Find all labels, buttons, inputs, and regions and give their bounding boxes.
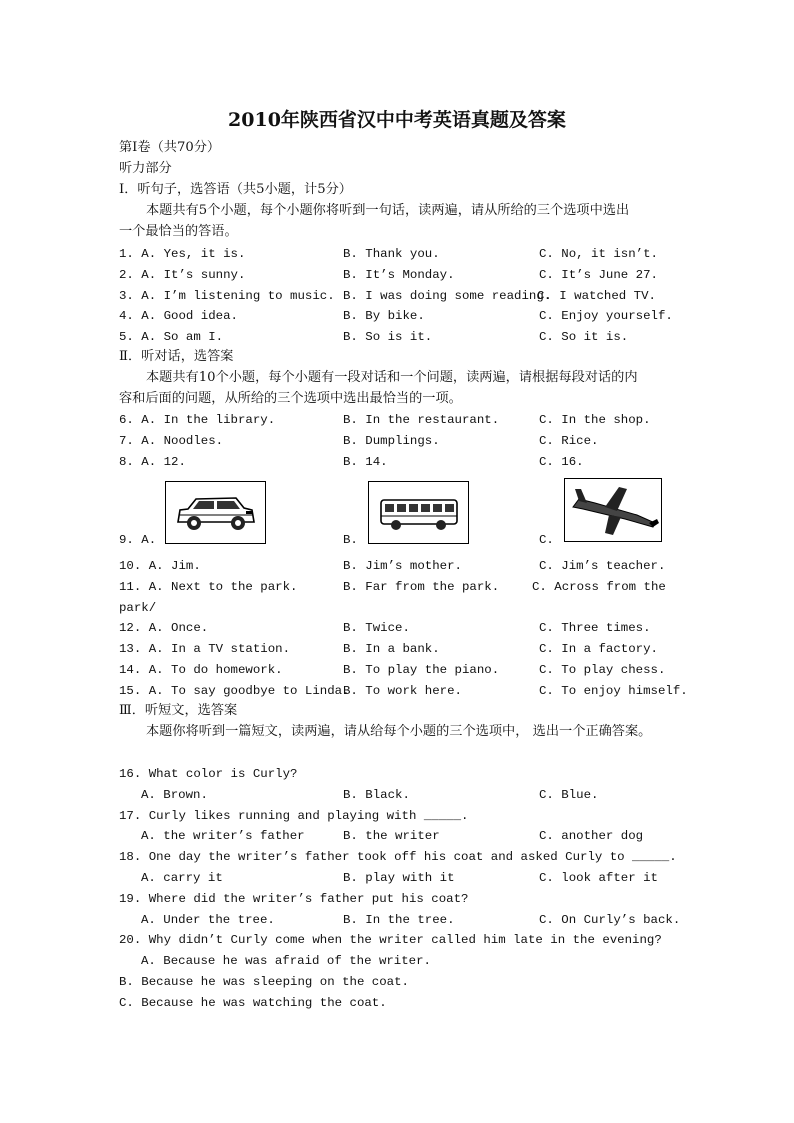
option-b: B. To work here. [343, 684, 462, 698]
option-c: C. another dog [539, 829, 644, 843]
question-row [119, 996, 679, 1014]
option-a: 12. A. Once. [119, 621, 209, 635]
option-b: B. Far from the park. [343, 580, 500, 594]
option-a: 10. A. Jim. [119, 559, 201, 573]
question-row [119, 871, 679, 889]
question-row [119, 330, 679, 348]
option-b: B. It’s Monday. [343, 268, 455, 282]
question-stem [119, 933, 679, 951]
question-row [119, 663, 679, 681]
question-text: 17. Curly likes running and playing with _____. [119, 809, 469, 823]
option-b: B. Because he was sleeping on the coat. [119, 975, 409, 989]
listening-heading: 听力部分 [119, 161, 172, 176]
option-b: B. the writer [343, 829, 440, 843]
question-row-continued [119, 601, 679, 619]
question-text: 16. What color is Curly? [119, 767, 298, 781]
option-c: C. On Curly’s back. [539, 913, 681, 927]
question-text: 18. One day the writer’s father took off his coat and asked Curly to _____. [119, 850, 677, 864]
option-c: C. Enjoy yourself. [539, 309, 673, 323]
question-row [119, 533, 679, 551]
option-c: C. I watched TV. [537, 289, 656, 303]
question-row [119, 289, 679, 307]
option-a: 15. A. To say goodbye to Linda. [119, 684, 350, 698]
option-c: C. No, it isn’t. [539, 247, 658, 261]
option-b: B. To play the piano. [343, 663, 500, 677]
question-stem [119, 892, 679, 910]
question-row [119, 309, 679, 327]
question-row [119, 247, 679, 265]
question-row [119, 413, 679, 431]
option-c: C. Because he was watching the coat. [119, 996, 387, 1010]
question-stem [119, 850, 679, 868]
part1-instructions-cont: 一个最恰当的答语。 [119, 224, 238, 239]
question-row [119, 434, 679, 452]
option-c: C. Three times. [539, 621, 651, 635]
option-c: C. look after it [539, 871, 658, 885]
option-b: B. play with it [343, 871, 455, 885]
option-a: 13. A. In a TV station. [119, 642, 291, 656]
question-row [119, 975, 679, 993]
option-c: C. It’s June 27. [539, 268, 658, 282]
option-a: A. carry it [141, 871, 223, 885]
option-a: 3. A. I’m listening to music. [119, 289, 335, 303]
option-b: B. Jim’s mother. [343, 559, 462, 573]
option-b: B. So is it. [343, 330, 433, 344]
option-a: A. Brown. [141, 788, 208, 802]
option-b: B. In a bank. [343, 642, 440, 656]
airplane-icon [565, 479, 661, 541]
part2-instructions-cont: 容和后面的问题，从所给的三个选项中选出最恰当的一项。 [119, 391, 462, 406]
option-c-continued: park/ [119, 601, 157, 615]
question-row [119, 954, 679, 972]
option-b: B. 14. [343, 455, 388, 469]
option-c: C. So it is. [539, 330, 629, 344]
page-title: 2010年陕西省汉中中考英语真题及答案 [228, 109, 566, 131]
question-row [119, 684, 688, 702]
option-a: A. Under the tree. [141, 913, 275, 927]
option-b: B. In the tree. [343, 913, 455, 927]
option-c: C. To play chess. [539, 663, 666, 677]
question-row [119, 642, 679, 660]
option-c: C. To enjoy himself. [539, 684, 688, 698]
option-c: C. Rice. [539, 434, 599, 448]
volume-heading: 第Ⅰ卷（共70分） [119, 140, 221, 155]
option-a: 14. A. To do homework. [119, 663, 283, 677]
question-row [119, 559, 679, 577]
option-a: A. Because he was afraid of the writer. [141, 954, 431, 968]
option-b: B. Black. [343, 788, 410, 802]
question-row [119, 829, 679, 847]
question-row [119, 455, 679, 473]
option-b: B. Thank you. [343, 247, 440, 261]
option-a: A. the writer’s father [141, 829, 305, 843]
option-c: C. In the shop. [539, 413, 651, 427]
option-c: C. Blue. [539, 788, 599, 802]
question-row [119, 621, 679, 639]
option-a: 4. A. Good idea. [119, 309, 238, 323]
option-c: C. 16. [539, 455, 584, 469]
option-b: B. By bike. [343, 309, 425, 323]
option-c: C. In a factory. [539, 642, 658, 656]
option-b: B. I was doing some reading. [343, 289, 552, 303]
question-row [119, 913, 679, 931]
question-row [119, 580, 679, 598]
question-row [119, 268, 679, 286]
option-a: 5. A. So am I. [119, 330, 224, 344]
part3-instructions: 本题你将听到一篇短文，读两遍，请从给每个小题的三个选项中， 选出一个正确答案。 [146, 724, 652, 739]
part2-instructions: 本题共有10个小题，每个小题有一段对话和一个问题，读两遍，请根据每段对话的内 [146, 370, 638, 385]
part1-instructions: 本题共有5个小题，每个小题你将听到一句话，读两遍，请从所给的三个选项中选出 [146, 203, 630, 218]
part2-heading: Ⅱ．听对话，选答案 [119, 349, 234, 364]
option-b: B. [343, 533, 358, 547]
option-a: 8. A. 12. [119, 455, 186, 469]
question-text: 20. Why didn’t Curly come when the writer called him late in the evening? [119, 933, 662, 947]
question-stem [119, 767, 679, 785]
option-b: B. Twice. [343, 621, 410, 635]
option-b: B. In the restaurant. [343, 413, 500, 427]
option-a: 6. A. In the library. [119, 413, 276, 427]
option-c: C. [539, 533, 554, 547]
option-a: 7. A. Noodles. [119, 434, 224, 448]
option-b: B. Dumplings. [343, 434, 440, 448]
option-c: C. Across from the [532, 580, 666, 594]
option-c: C. Jim’s teacher. [539, 559, 666, 573]
option-a: 2. A. It’s sunny. [119, 268, 246, 282]
question-text: 19. Where did the writer’s father put his coat? [119, 892, 469, 906]
question-stem [119, 809, 679, 827]
option-a: 9. A. [119, 533, 157, 547]
part1-heading: Ⅰ．听句子，选答语（共5小题，计5分） [119, 182, 352, 197]
question-row [119, 788, 679, 806]
option-a: 1. A. Yes, it is. [119, 247, 246, 261]
option-a: 11. A. Next to the park. [119, 580, 298, 594]
part3-heading: Ⅲ．听短文，选答案 [119, 703, 238, 718]
